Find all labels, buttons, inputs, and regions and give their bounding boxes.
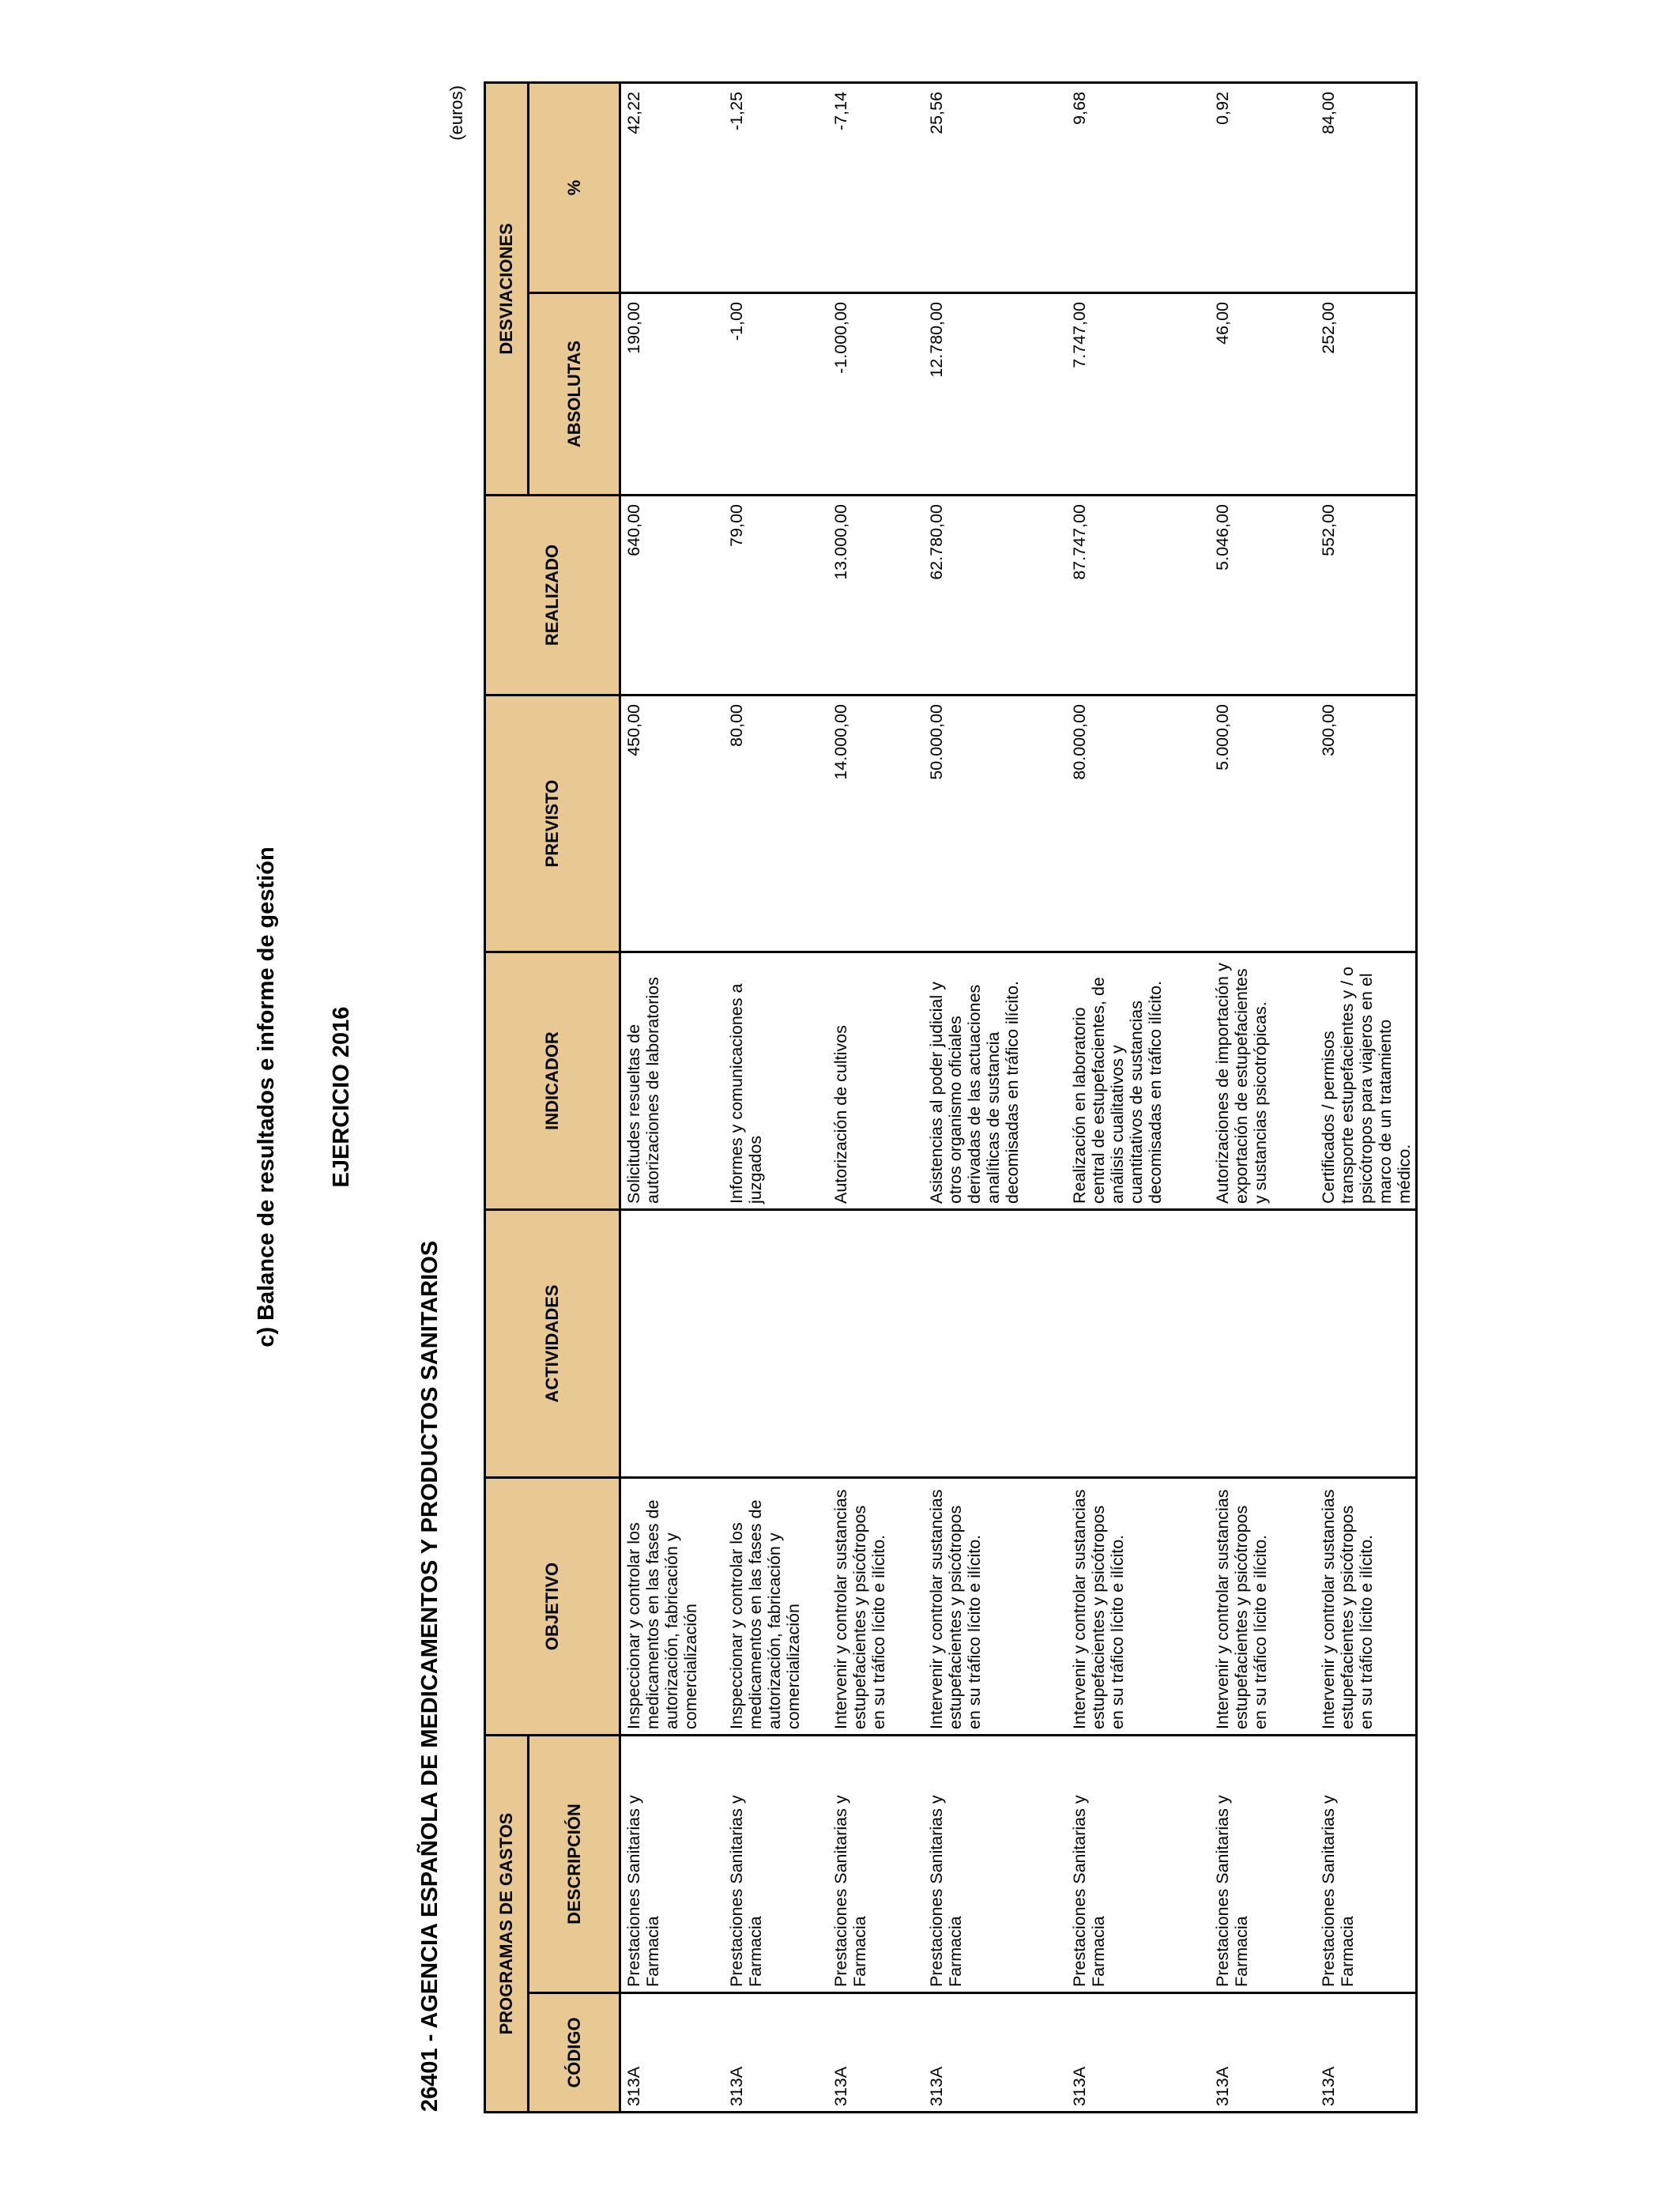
- cell-absolutas: 7.747,00: [1067, 293, 1210, 496]
- cell-descripcion: Prestaciones Sanitarias y Farmacia: [1067, 1736, 1210, 1993]
- cell-objetivo: Intervenir y controlar sustancias estupefacientes y psicótropos en su tráfico lícito e ilícito.: [1210, 1478, 1316, 1736]
- fiscal-year-title: EJERCICIO 2016: [329, 1006, 354, 1188]
- cell-codigo: 313A: [924, 1993, 1067, 2113]
- cell-porcentaje: 25,56: [924, 82, 1067, 292]
- cell-actividades: [724, 1210, 828, 1478]
- cell-actividades: [924, 1210, 1067, 1478]
- cell-realizado: 79,00: [724, 496, 828, 696]
- cell-descripcion: Prestaciones Sanitarias y Farmacia: [1210, 1736, 1316, 1993]
- table-row: [1210, 82, 1316, 2112]
- header-previsto: PREVISTO: [485, 696, 620, 952]
- cell-actividades: [1316, 1210, 1417, 1478]
- cell-realizado: 552,00: [1316, 496, 1417, 696]
- cell-actividades: [1067, 1210, 1210, 1478]
- table-row: [924, 82, 1067, 2112]
- cell-descripcion: Prestaciones Sanitarias y Farmacia: [924, 1736, 1067, 1993]
- header-indicador: INDICADOR: [485, 952, 620, 1210]
- cell-indicador: Solicitudes resueltas de autorizaciones de laboratorios: [620, 952, 725, 1210]
- cell-objetivo: Intervenir y controlar sustancias estupefacientes y psicótropos en su tráfico lícito e ilícito.: [828, 1478, 924, 1736]
- currency-units-label: (euros): [446, 85, 466, 141]
- table-row: [828, 82, 924, 2112]
- cell-objetivo: Intervenir y controlar sustancias estupefacientes y psicótropos en su tráfico lícito e ilícito.: [1067, 1478, 1210, 1736]
- cell-absolutas: 12.780,00: [924, 293, 1067, 496]
- cell-absolutas: 46,00: [1210, 293, 1316, 496]
- header-descripcion: DESCRIPCIÓN: [529, 1736, 620, 1993]
- cell-codigo: 313A: [1067, 1993, 1210, 2113]
- cell-absolutas: 190,00: [620, 293, 725, 496]
- cell-actividades: [828, 1210, 924, 1478]
- cell-descripcion: Prestaciones Sanitarias y Farmacia: [1316, 1736, 1417, 1993]
- cell-indicador: Informes y comunicaciones a juzgados: [724, 952, 828, 1210]
- cell-previsto: 80,00: [724, 696, 828, 952]
- cell-actividades: [620, 1210, 725, 1478]
- cell-realizado: 13.000,00: [828, 496, 924, 696]
- cell-porcentaje: 0,92: [1210, 82, 1316, 292]
- cell-realizado: 5.046,00: [1210, 496, 1316, 696]
- cell-previsto: 450,00: [620, 696, 725, 952]
- header-objetivo: OBJETIVO: [485, 1478, 620, 1736]
- table-row: [1316, 82, 1417, 2112]
- cell-objetivo: Intervenir y controlar sustancias estupefacientes y psicótropos en su tráfico lícito e ilícito.: [924, 1478, 1067, 1736]
- cell-realizado: 62.780,00: [924, 496, 1067, 696]
- table-row: [1067, 82, 1210, 2112]
- cell-codigo: 313A: [1210, 1993, 1316, 2113]
- cell-indicador: Realización en laboratorio central de estupefacientes, de análisis cualitativos y cuantitativos de sustancias decomisadas en tráfico ilícito.: [1067, 952, 1210, 1210]
- cell-porcentaje: 9,68: [1067, 82, 1210, 292]
- cell-realizado: 640,00: [620, 496, 725, 696]
- cell-codigo: 313A: [1316, 1993, 1417, 2113]
- cell-indicador: Autorizaciones de importación y exportación de estupefacientes y sustancias psicotrópicas.: [1210, 952, 1316, 1210]
- header-realizado: REALIZADO: [485, 496, 620, 696]
- header-desviaciones: DESVIACIONES: [485, 82, 529, 495]
- results-table: [484, 81, 1418, 2113]
- header-codigo: CÓDIGO: [529, 1993, 620, 2113]
- cell-codigo: 313A: [828, 1993, 924, 2113]
- cell-previsto: 80.000,00: [1067, 696, 1210, 952]
- header-row-groups: [485, 82, 529, 2112]
- cell-absolutas: 252,00: [1316, 293, 1417, 496]
- cell-previsto: 14.000,00: [828, 696, 924, 952]
- cell-descripcion: Prestaciones Sanitarias y Farmacia: [828, 1736, 924, 1993]
- cell-descripcion: Prestaciones Sanitarias y Farmacia: [724, 1736, 828, 1993]
- cell-absolutas: -1,00: [724, 293, 828, 496]
- agency-title: 26401 - AGENCIA ESPAÑOLA DE MEDICAMENTOS Y PRODUCTOS SANITARIOS: [417, 1240, 443, 2112]
- header-absolutas: ABSOLUTAS: [529, 293, 620, 496]
- cell-codigo: 313A: [620, 1993, 725, 2113]
- cell-porcentaje: 42,22: [620, 82, 725, 292]
- cell-previsto: 5.000,00: [1210, 696, 1316, 952]
- cell-objetivo: Intervenir y controlar sustancias estupefacientes y psicótropos en su tráfico lícito e ilícito.: [1316, 1478, 1417, 1736]
- cell-porcentaje: -7,14: [828, 82, 924, 292]
- cell-indicador: Asistencias al poder judicial y otros organismo oficiales derivadas de las actuaciones analíticas de sustancia decomisadas en tráfico ilícito.: [924, 952, 1067, 1210]
- table-row: [620, 82, 725, 2112]
- cell-objetivo: Inspeccionar y controlar los medicamentos en las fases de autorización, fabricación y comercialización: [620, 1478, 725, 1736]
- header-programas-de-gastos: PROGRAMAS DE GASTOS: [485, 1736, 529, 2113]
- cell-previsto: 300,00: [1316, 696, 1417, 952]
- cell-descripcion: Prestaciones Sanitarias y Farmacia: [620, 1736, 725, 1993]
- cell-porcentaje: 84,00: [1316, 82, 1417, 292]
- table-row: [724, 82, 828, 2112]
- cell-previsto: 50.000,00: [924, 696, 1067, 952]
- header-actividades: ACTIVIDADES: [485, 1210, 620, 1478]
- cell-actividades: [1210, 1210, 1316, 1478]
- document-title: c) Balance de resultados e informe de gestión: [254, 846, 279, 1348]
- cell-indicador: Autorización de cultivos: [828, 952, 924, 1210]
- header-porcentaje: %: [529, 82, 620, 292]
- cell-porcentaje: -1,25: [724, 82, 828, 292]
- cell-indicador: Certificados / permisos transporte estupefacientes y / o psicótropos para viajeros en el marco de un tratamiento médico.: [1316, 952, 1417, 1210]
- cell-objetivo: Inspeccionar y controlar los medicamentos en las fases de autorización, fabricación y comercialización: [724, 1478, 828, 1736]
- cell-realizado: 87.747,00: [1067, 496, 1210, 696]
- cell-absolutas: -1.000,00: [828, 293, 924, 496]
- cell-codigo: 313A: [724, 1993, 828, 2113]
